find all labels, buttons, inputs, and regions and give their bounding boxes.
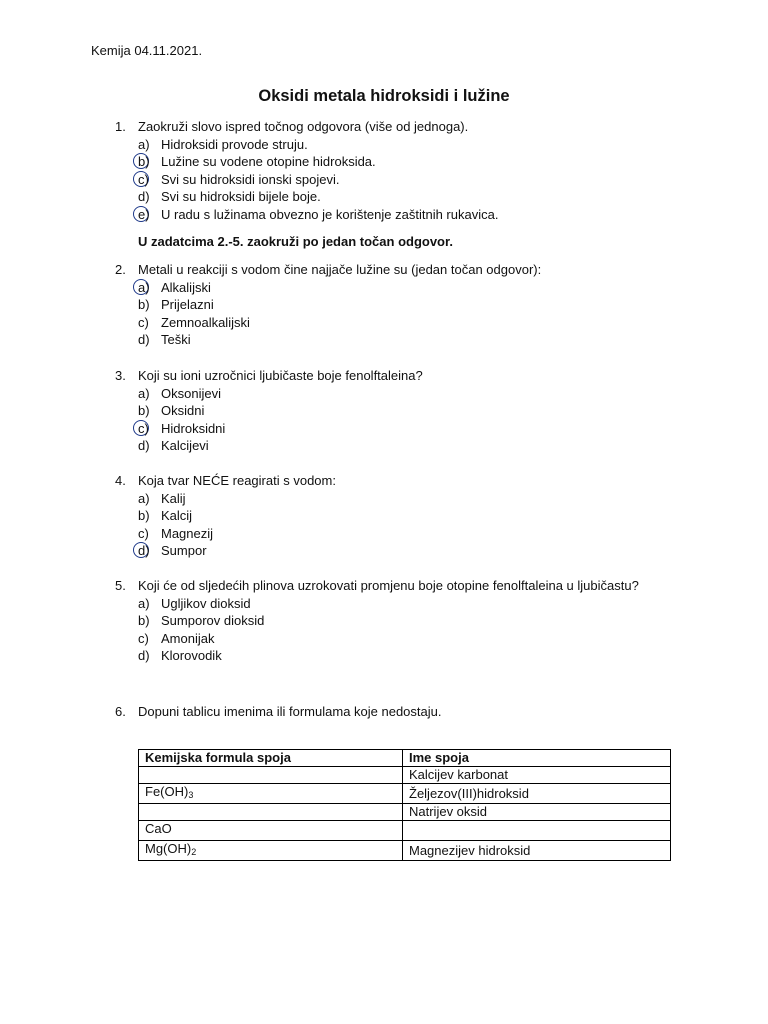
option-text: Oksonijevi [161,385,221,401]
option-letter: c) [138,525,149,541]
table-cell-name: Željezov(III)hidroksid [403,784,671,804]
option-letter: c) [138,171,149,187]
option-letter: a) [138,385,150,401]
option-text: Amonijak [161,630,215,646]
option-text: Lužine su vodene otopine hidroksida. [161,154,376,170]
question-number: 5. [115,578,126,593]
option-letter: d) [138,189,150,205]
table-row [139,821,671,841]
option-text: Hidroksidi provode struju. [161,136,308,152]
option-letter: d) [138,332,150,348]
question-text: Zaokruži slovo ispred točnog odgovora (više od jednoga). [138,119,469,134]
option-letter: a) [138,595,150,611]
question-text: Koja tvar NEĆE reagirati s vodom: [138,473,336,488]
question-text: Dopuni tablicu imenima ili formulama koje nedostaju. [138,704,442,719]
option-text: Kalcijevi [161,438,209,454]
question-number: 3. [115,368,126,383]
option-letter: b) [138,613,150,629]
option-text: Oksidni [161,403,205,419]
table-cell-formula: $Fe(OH)_3$ [139,784,403,804]
option-letter: a) [138,279,150,295]
option-text: Prijelazni [161,297,214,313]
option-letter: e) [138,206,150,222]
option-letter: d) [138,438,150,454]
option-letter: d) [138,648,150,664]
document-title: Oksidi metala hidroksidi i lužine [258,87,510,105]
table-cell-name: Kalcijev karbonat [403,767,671,784]
question-number: 6. [115,704,126,719]
table-header-formula: Kemijska formula spoja [139,750,403,767]
question-text: Koji će od sljedećih plinova uzrokovati promjenu boje otopine fenolftaleina u ljubičastu? [138,578,639,593]
table-row [139,767,671,784]
option-text: Sumporov dioksid [161,613,265,629]
table-row [139,784,671,804]
table-cell-formula: CaO [139,821,403,841]
document-header-date: Kemija 04.11.2021. [91,43,203,58]
table-cell-formula: $Mg(OH)_2$ [139,841,403,861]
table-cell-name [403,821,671,841]
question-number: 2. [115,262,126,277]
option-letter: b) [138,403,150,419]
instruction-text: U zadatcima 2.-5. zaokruži po jedan točan odgovor. [138,234,453,249]
table-row [139,804,671,821]
option-text: Svi su hidroksidi ionski spojevi. [161,171,340,187]
option-text: Kalcij [161,508,193,524]
question-number: 4. [115,473,126,488]
option-text: Kalij [161,490,186,506]
option-text: Sumpor [161,543,207,559]
option-letter: c) [138,420,149,436]
option-letter: c) [138,630,149,646]
option-letter: a) [138,136,150,152]
option-letter: a) [138,490,150,506]
table-cell-name: Natrijev oksid [403,804,671,821]
option-letter: d) [138,543,150,559]
option-text: Svi su hidroksidi bijele boje. [161,189,321,205]
table-row [139,841,671,861]
table-header-row [139,750,671,767]
table-cell-name: Magnezijev hidroksid [403,841,671,861]
option-text: U radu s lužinama obvezno je korištenje zaštitnih rukavica. [161,206,499,222]
option-letter: b) [138,297,150,313]
option-text: Klorovodik [161,648,222,664]
question-number: 1. [115,119,126,134]
question-text: Koji su ioni uzročnici ljubičaste boje fenolftaleina? [138,368,423,383]
option-text: Zemnoalkalijski [161,314,250,330]
question-text: Metali u reakciji s vodom čine najjače lužine su (jedan točan odgovor): [138,262,542,277]
option-text: Magnezij [161,525,214,541]
option-text: Hidroksidni [161,420,226,436]
option-letter: b) [138,508,150,524]
option-letter: b) [138,154,150,170]
table-header-name: Ime spoja [403,750,671,767]
compounds-table [138,749,671,861]
table-cell-formula [139,804,403,821]
table-cell-formula [139,767,403,784]
option-text: Alkalijski [161,279,211,295]
option-text: Teški [161,332,191,348]
option-letter: c) [138,314,149,330]
option-text: Ugljikov dioksid [161,595,251,611]
